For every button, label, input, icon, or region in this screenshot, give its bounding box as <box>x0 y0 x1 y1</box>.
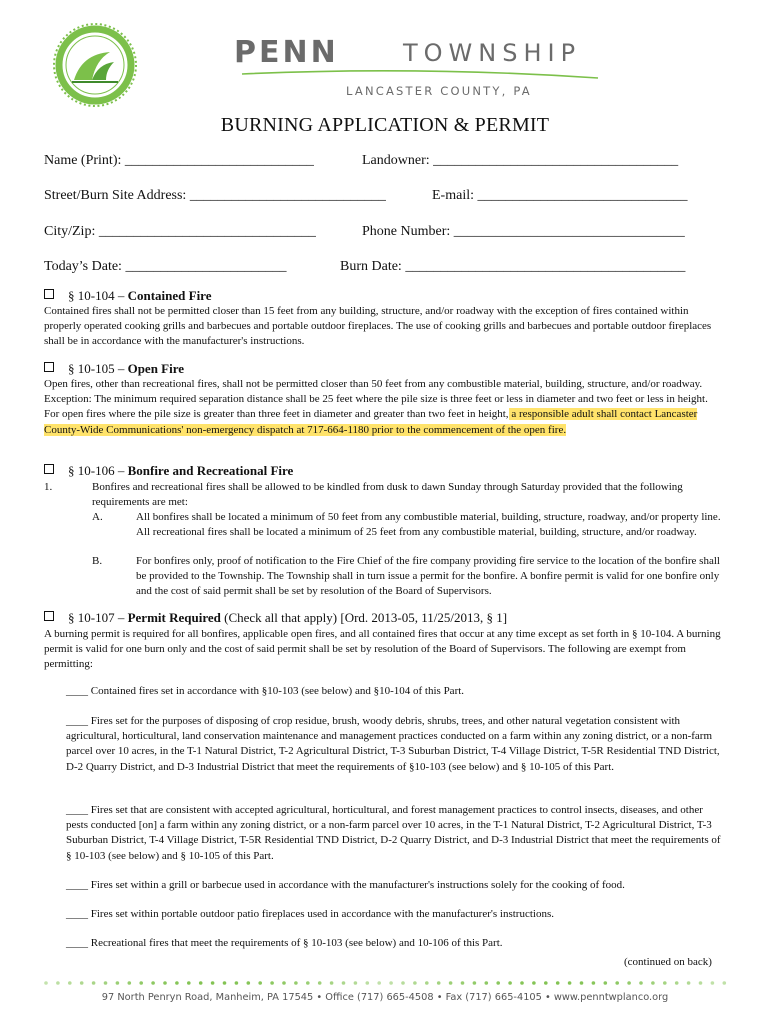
section-number: § 10-104 – <box>68 288 125 303</box>
brand-township-wordmark: TOWNSHIP <box>403 39 582 67</box>
section-title: Bonfire and Recreational Fire <box>127 463 294 478</box>
footer-dot <box>128 981 132 985</box>
section-10-107-text: A burning permit is required for all bonfires, applicable open fires, and all contained fires that occur at any time except as set forth in § 10-104. A burning permit is valid for one burn only and the cost of said permit shall be set by resolution of the Board of Supervisors. The following are exempt from permitting: <box>44 628 721 671</box>
section-10-104-checkbox[interactable] <box>44 289 54 299</box>
footer-dot <box>175 981 179 985</box>
footer-dot <box>354 981 358 985</box>
exemption-item <box>66 684 726 699</box>
dispatch-highlight: a responsible adult shall contact Lancaster County-Wide Communications' non-emergency dispatch at 717-664-1180 prior to the commencement of the open fire. <box>44 408 698 436</box>
footer-dot <box>639 981 643 985</box>
footer-dot <box>615 981 619 985</box>
phone-field[interactable]: Phone Number: _________________________________ <box>362 224 685 239</box>
footer-dot <box>556 981 560 985</box>
exemption-blank[interactable]: ____ <box>66 908 88 920</box>
section-number: § 10-106 – <box>68 463 125 478</box>
list-letter-b: B. <box>92 555 103 567</box>
footer-dot <box>199 981 203 985</box>
footer-dot <box>496 981 500 985</box>
footer-dot <box>44 981 48 985</box>
footer-dot <box>163 981 167 985</box>
footer-dot <box>687 981 691 985</box>
footer-dot <box>663 981 667 985</box>
footer-dot <box>151 981 155 985</box>
section-10-105-body: Open fires, other than recreational fires, shall not be permitted closer than 50 feet from any combustible material, building, structure, and/or roadway. Exception: The minimum required separation distance shall be 25 feet where the pile size is three feet or less in diameter and two feet or less in height. For open fires where the pile size is greater than three feet in diameter and greater than two feet in height, <box>44 378 708 421</box>
footer-dot <box>211 981 215 985</box>
exemption-blank[interactable]: ____ <box>66 937 88 949</box>
footer-dot <box>473 981 477 985</box>
footer-dot <box>68 981 72 985</box>
continued-note: (continued on back) <box>624 956 712 968</box>
footer-dot <box>580 981 584 985</box>
footer-dot <box>449 981 453 985</box>
exemption-item <box>66 803 726 864</box>
footer-dot <box>425 981 429 985</box>
footer-dot <box>389 981 393 985</box>
footer-dot <box>532 981 536 985</box>
exemption-item <box>66 714 726 775</box>
exemption-item <box>66 936 726 951</box>
section-title: Permit Required <box>127 610 221 625</box>
footer-dot <box>318 981 322 985</box>
footer-dot <box>461 981 465 985</box>
exemption-item <box>66 907 726 922</box>
brand-swoosh-icon <box>240 64 600 82</box>
footer-dot <box>544 981 548 985</box>
footer-dot <box>568 981 572 985</box>
section-title: Contained Fire <box>127 288 212 303</box>
footer-dot-divider <box>40 978 730 988</box>
page-title: BURNING APPLICATION & PERMIT <box>220 114 550 136</box>
footer-dot <box>377 981 381 985</box>
footer-dot <box>711 981 715 985</box>
exemption-item <box>66 878 726 893</box>
brand-county: LANCASTER COUNTY, PA <box>346 84 532 98</box>
footer-dot <box>651 981 655 985</box>
footer-dot <box>485 981 489 985</box>
section-10-107-checkbox[interactable] <box>44 611 54 621</box>
footer-dot <box>366 981 370 985</box>
list-letter-a: A. <box>92 511 103 523</box>
exemption-text: Fires set within a grill or barbecue used in accordance with the manufacturer's instructions solely for the cooking of food. <box>90 879 625 891</box>
footer-dot <box>223 981 227 985</box>
footer-dot <box>282 981 286 985</box>
email-field[interactable]: E-mail: ______________________________ <box>432 188 688 203</box>
section-note: (Check all that apply) [Ord. 2013-05, 11/25/2013, § 1] <box>220 610 508 625</box>
exemption-text: Fires set within portable outdoor patio fireplaces used in accordance with the manufacturer's instructions. <box>90 908 554 920</box>
township-seal-logo <box>52 22 138 108</box>
footer-dot <box>508 981 512 985</box>
section-10-106-item-a: All bonfires shall be located a minimum of 50 feet from any combustible material, building, structure, roadway, and/or property line. All recreational fires shall be located a minimum of 25 feet from any combustible material, building, structure, and/or roadway. <box>136 511 721 539</box>
section-10-107-heading <box>44 610 507 626</box>
footer-dot <box>723 981 727 985</box>
section-10-105-heading <box>44 361 184 377</box>
footer-dot <box>699 981 703 985</box>
exemption-blank[interactable]: ____ <box>66 804 88 816</box>
exemption-text: Recreational fires that meet the requirements of § 10-103 (see below) and 10-106 of this Part. <box>90 937 503 949</box>
footer-dot <box>139 981 143 985</box>
footer-dot <box>258 981 262 985</box>
footer-dot <box>247 981 251 985</box>
landowner-field[interactable]: Landowner: ___________________________________ <box>362 153 679 168</box>
section-10-106-checkbox[interactable] <box>44 464 54 474</box>
list-number: 1. <box>44 481 53 493</box>
city-zip-field[interactable]: City/Zip: _______________________________ <box>44 224 316 239</box>
footer-dot <box>401 981 405 985</box>
burn-date-field[interactable]: Burn Date: ________________________________________ <box>340 259 686 274</box>
footer-dot <box>413 981 417 985</box>
section-10-106-item-1: Bonfires and recreational fires shall be allowed to be kindled from dusk to dawn Sunday through Saturday provided that the following requirements are met: <box>92 481 683 509</box>
footer-dot <box>235 981 239 985</box>
footer-dot <box>342 981 346 985</box>
footer-dot <box>306 981 310 985</box>
exemption-blank[interactable]: ____ <box>66 685 88 697</box>
footer-dot <box>104 981 108 985</box>
footer-dot <box>330 981 334 985</box>
exemption-blank[interactable]: ____ <box>66 879 88 891</box>
exemption-text: Fires set that are consistent with accepted agricultural, horticultural, and forest management practices to control insects, diseases, and other pests conducted [on] a farm within any zoning district, or a non-farm parcel over 10 acres, in the T-1 Natural District, T-2 Agricultural District, T-3 Suburban District, T-4 Village District, T-5R Residential TND District, D-2 Quarry District, and D-3 Industrial District that meet the requirements of § 10-103 (see below) and § 10-105 of this Part. <box>66 804 721 862</box>
section-title: Open Fire <box>127 361 185 376</box>
footer-dot <box>116 981 120 985</box>
brand-penn-wordmark: PENN <box>234 35 339 70</box>
footer-dot <box>675 981 679 985</box>
footer-dot <box>80 981 84 985</box>
address-field[interactable]: Street/Burn Site Address: ____________________________ <box>44 188 386 203</box>
footer-dot <box>56 981 60 985</box>
section-number: § 10-105 – <box>68 361 125 376</box>
name-field[interactable]: Name (Print): ___________________________ <box>44 153 314 168</box>
footer-dot <box>92 981 96 985</box>
section-10-104-text: Contained fires shall not be permitted closer than 15 feet from any building, structure, and/or roadway with the exception of fires contained within properly operated cooking grills and barbecues and portable outdoor fireplaces. The use of cooking grills and barbecues and portable outdoor fireplaces shall be in accordance with the manufacturer's instructions. <box>44 305 712 348</box>
section-number: § 10-107 – <box>68 610 125 625</box>
section-10-105-text <box>44 377 720 438</box>
footer-dot <box>187 981 191 985</box>
section-10-106-heading <box>44 463 293 479</box>
footer-dot <box>437 981 441 985</box>
section-10-106-item-b: For bonfires only, proof of notification to the Fire Chief of the fire company providing fire service to the location of the bonfire shall be provided to the Township. The Township shall in turn issue a permit for the bonfire. A bonfire permit is valid for one bonfire only and the cost of said permit shall be set by resolution of the Board of Supervisors. <box>136 555 720 598</box>
exemption-blank[interactable]: ____ <box>66 715 88 727</box>
footer-dot <box>627 981 631 985</box>
todays-date-field[interactable]: Today’s Date: _______________________ <box>44 259 287 274</box>
footer-dot <box>270 981 274 985</box>
exemption-text: Fires set for the purposes of disposing of crop residue, brush, woody debris, shrubs, trees, and other natural vegetation consistent with agricultural, horticultural, land conservation maintenance and management practices conducted on a farm within any zoning district, or a non-farm parcel over 10 acres, in the T-1 Natural District, T-2 Agricultural District, T-3 Suburban District, T-4 Village District, T-5R Residential TND District, D-2 Quarry District, and D-3 Industrial District that meet the requirements of §10-103 (see below) and § 10-105 of this Part. <box>66 715 720 773</box>
section-10-104-heading <box>44 288 212 304</box>
footer-dot <box>592 981 596 985</box>
section-10-105-checkbox[interactable] <box>44 362 54 372</box>
exemption-text: Contained fires set in accordance with §10-103 (see below) and §10-104 of this Part. <box>90 685 465 697</box>
footer-dot <box>520 981 524 985</box>
footer-dot <box>294 981 298 985</box>
footer-dot <box>604 981 608 985</box>
footer-contact: 97 North Penryn Road, Manheim, PA 17545 • Office (717) 665-4508 • Fax (717) 665-4105 • www.penntwplanco.org <box>101 992 669 1003</box>
